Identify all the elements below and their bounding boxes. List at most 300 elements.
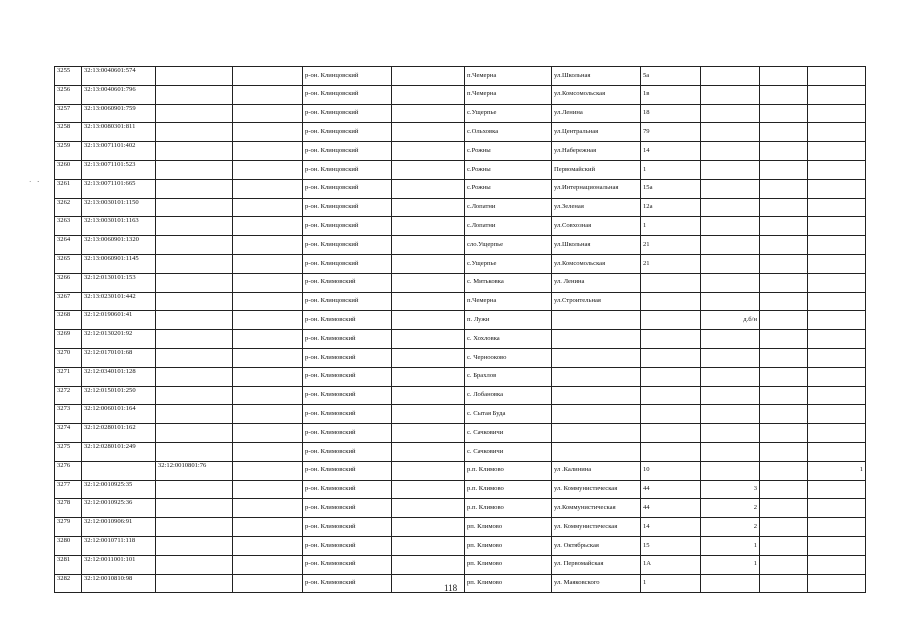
cell-apartment-number bbox=[701, 348, 760, 367]
cell-cadastral-number-alt bbox=[156, 367, 233, 386]
table-row bbox=[55, 518, 866, 537]
cell-building-number bbox=[760, 536, 808, 555]
cell-street bbox=[552, 386, 641, 405]
table-row bbox=[55, 104, 866, 123]
cell-cadastral-number-alt bbox=[156, 236, 233, 255]
cell-row-number: 3277 bbox=[55, 480, 82, 499]
cell-row-number: 3261 bbox=[55, 179, 82, 198]
table-row bbox=[55, 142, 866, 161]
cell-apartment-number: 3 bbox=[701, 480, 760, 499]
table-row bbox=[55, 292, 866, 311]
cell-settlement: с. Брахлов bbox=[465, 367, 552, 386]
cell-row-number: 3282 bbox=[55, 574, 82, 593]
cell-district: р-он. Климовский bbox=[303, 536, 392, 555]
cell-flat-count bbox=[808, 67, 866, 86]
cell-settlement: с. Сачковичи bbox=[465, 424, 552, 443]
cell-district: р-он. Клинцовский bbox=[303, 142, 392, 161]
cell-settlement: с.Рожны bbox=[465, 142, 552, 161]
cell-row-number: 3265 bbox=[55, 254, 82, 273]
cell-cadastral-number: 32:13:0060901:1320 bbox=[82, 236, 156, 255]
cell-empty-column-2 bbox=[392, 518, 465, 537]
cell-row-number: 3256 bbox=[55, 85, 82, 104]
cell-empty-column-2 bbox=[392, 424, 465, 443]
cell-empty-column-2 bbox=[392, 386, 465, 405]
cell-street: ул. Маяковского bbox=[552, 574, 641, 593]
cell-empty-column bbox=[233, 330, 303, 349]
cell-empty-column-2 bbox=[392, 311, 465, 330]
cell-district: р-он. Клинцовский bbox=[303, 160, 392, 179]
cell-row-number: 3273 bbox=[55, 405, 82, 424]
cell-street: ул. Коммунистическая bbox=[552, 480, 641, 499]
cell-flat-count bbox=[808, 104, 866, 123]
cell-house-number bbox=[641, 442, 701, 461]
cell-house-number: 15а bbox=[641, 179, 701, 198]
cell-apartment-number bbox=[701, 292, 760, 311]
cell-settlement: с.Ольховка bbox=[465, 123, 552, 142]
cell-district: р-он. Клинцовский bbox=[303, 254, 392, 273]
cell-cadastral-number: 32:13:0080301:811 bbox=[82, 123, 156, 142]
cell-empty-column-2 bbox=[392, 442, 465, 461]
cell-house-number: 79 bbox=[641, 123, 701, 142]
cell-row-number: 3269 bbox=[55, 330, 82, 349]
cell-empty-column bbox=[233, 311, 303, 330]
cell-district: р-он. Клинцовский bbox=[303, 217, 392, 236]
cell-row-number: 3276 bbox=[55, 461, 82, 480]
cell-flat-count bbox=[808, 405, 866, 424]
cell-row-number: 3275 bbox=[55, 442, 82, 461]
cell-street: ул.Совхозная bbox=[552, 217, 641, 236]
cell-cadastral-number-alt bbox=[156, 386, 233, 405]
cell-district: р-он. Климовский bbox=[303, 461, 392, 480]
cell-district: р-он. Климовский bbox=[303, 330, 392, 349]
cell-flat-count bbox=[808, 292, 866, 311]
table-row bbox=[55, 536, 866, 555]
cell-empty-column-2 bbox=[392, 123, 465, 142]
cell-flat-count bbox=[808, 499, 866, 518]
cell-empty-column-2 bbox=[392, 179, 465, 198]
cell-apartment-number bbox=[701, 160, 760, 179]
cell-cadastral-number-alt bbox=[156, 405, 233, 424]
cell-building-number bbox=[760, 480, 808, 499]
cell-empty-column-2 bbox=[392, 254, 465, 273]
cell-cadastral-number: 32:12:0060101:164 bbox=[82, 405, 156, 424]
cell-settlement: р.п. Климово bbox=[465, 461, 552, 480]
cell-row-number: 3259 bbox=[55, 142, 82, 161]
cell-row-number: 3264 bbox=[55, 236, 82, 255]
cell-cadastral-number-alt bbox=[156, 198, 233, 217]
cell-district: р-он. Климовский bbox=[303, 555, 392, 574]
cell-cadastral-number: 32:13:0071101:523 bbox=[82, 160, 156, 179]
cell-empty-column-2 bbox=[392, 198, 465, 217]
cell-house-number bbox=[641, 273, 701, 292]
table-row bbox=[55, 123, 866, 142]
cell-cadastral-number-alt bbox=[156, 123, 233, 142]
cell-house-number: 18 bbox=[641, 104, 701, 123]
cell-empty-column bbox=[233, 273, 303, 292]
cell-district: р-он. Клинцовский bbox=[303, 179, 392, 198]
cell-settlement: с.Лопатни bbox=[465, 217, 552, 236]
cell-apartment-number: 1 bbox=[701, 536, 760, 555]
cell-apartment-number bbox=[701, 198, 760, 217]
cell-building-number bbox=[760, 518, 808, 537]
page-number: 118 bbox=[444, 583, 458, 593]
table-row bbox=[55, 348, 866, 367]
table-row bbox=[55, 367, 866, 386]
cell-empty-column bbox=[233, 367, 303, 386]
cell-settlement: с. Сытая Буда bbox=[465, 405, 552, 424]
cell-district: р-он. Клинцовский bbox=[303, 236, 392, 255]
cell-apartment-number bbox=[701, 217, 760, 236]
cell-flat-count bbox=[808, 574, 866, 593]
cell-empty-column-2 bbox=[392, 348, 465, 367]
cell-row-number: 3280 bbox=[55, 536, 82, 555]
cell-building-number bbox=[760, 292, 808, 311]
cell-empty-column bbox=[233, 405, 303, 424]
cell-row-number: 3270 bbox=[55, 348, 82, 367]
cell-apartment-number bbox=[701, 367, 760, 386]
cell-street bbox=[552, 442, 641, 461]
cell-district: р-он. Климовский bbox=[303, 273, 392, 292]
cell-flat-count bbox=[808, 198, 866, 217]
cell-cadastral-number-alt bbox=[156, 104, 233, 123]
cell-building-number bbox=[760, 367, 808, 386]
cell-house-number: 1 bbox=[641, 574, 701, 593]
cell-empty-column bbox=[233, 236, 303, 255]
cell-district: р-он. Климовский bbox=[303, 442, 392, 461]
cell-house-number bbox=[641, 311, 701, 330]
cell-settlement: р.п. Климово bbox=[465, 499, 552, 518]
cell-cadastral-number: 32:13:0040601:796 bbox=[82, 85, 156, 104]
cell-apartment-number bbox=[701, 461, 760, 480]
cell-street bbox=[552, 367, 641, 386]
cell-row-number: 3271 bbox=[55, 367, 82, 386]
cell-building-number bbox=[760, 424, 808, 443]
cell-street bbox=[552, 330, 641, 349]
cell-house-number bbox=[641, 330, 701, 349]
cell-street: ул.Интернациональная bbox=[552, 179, 641, 198]
cell-building-number bbox=[760, 330, 808, 349]
cell-district: р-он. Клинцовский bbox=[303, 198, 392, 217]
register-table bbox=[54, 66, 866, 593]
cell-settlement: рп. Климово bbox=[465, 555, 552, 574]
cell-district: р-он. Климовский bbox=[303, 424, 392, 443]
cell-empty-column bbox=[233, 536, 303, 555]
table-row bbox=[55, 574, 866, 593]
cell-district: р-он. Клинцовский bbox=[303, 85, 392, 104]
cell-flat-count bbox=[808, 555, 866, 574]
cell-empty-column bbox=[233, 424, 303, 443]
cell-house-number: 10 bbox=[641, 461, 701, 480]
cell-cadastral-number: 32:12:0280101:249 bbox=[82, 442, 156, 461]
cell-settlement: рп. Климово bbox=[465, 536, 552, 555]
cell-cadastral-number-alt bbox=[156, 311, 233, 330]
cell-street: Первомайский bbox=[552, 160, 641, 179]
cell-cadastral-number-alt bbox=[156, 67, 233, 86]
cell-building-number bbox=[760, 405, 808, 424]
cell-house-number bbox=[641, 386, 701, 405]
table-row bbox=[55, 442, 866, 461]
cell-apartment-number bbox=[701, 330, 760, 349]
cell-flat-count bbox=[808, 424, 866, 443]
cell-cadastral-number-alt bbox=[156, 348, 233, 367]
cell-empty-column bbox=[233, 104, 303, 123]
cell-empty-column bbox=[233, 386, 303, 405]
cell-cadastral-number: 32:12:0280101:162 bbox=[82, 424, 156, 443]
cell-flat-count bbox=[808, 142, 866, 161]
cell-street: ул. Ленина bbox=[552, 273, 641, 292]
cell-empty-column bbox=[233, 198, 303, 217]
table-row bbox=[55, 273, 866, 292]
table-row bbox=[55, 424, 866, 443]
cell-street bbox=[552, 405, 641, 424]
cell-empty-column bbox=[233, 85, 303, 104]
cell-cadastral-number: 32:12:0150101:250 bbox=[82, 386, 156, 405]
cell-settlement: п. Лужи bbox=[465, 311, 552, 330]
cell-cadastral-number: 32:13:0060901:1145 bbox=[82, 254, 156, 273]
cell-settlement: с.Лопатни bbox=[465, 198, 552, 217]
cell-building-number bbox=[760, 555, 808, 574]
cell-street: ул.Комсомольская bbox=[552, 85, 641, 104]
cell-cadastral-number-alt bbox=[156, 142, 233, 161]
cell-cadastral-number: 32:12:0010810:98 bbox=[82, 574, 156, 593]
cell-cadastral-number: 32:13:0040601:574 bbox=[82, 67, 156, 86]
cell-settlement: с.Рожны bbox=[465, 160, 552, 179]
cell-street: ул. Коммунистическая bbox=[552, 518, 641, 537]
cell-flat-count bbox=[808, 123, 866, 142]
cell-cadastral-number-alt bbox=[156, 330, 233, 349]
cell-building-number bbox=[760, 179, 808, 198]
cell-building-number bbox=[760, 311, 808, 330]
cell-settlement: с.Ущерпье bbox=[465, 254, 552, 273]
cell-house-number bbox=[641, 367, 701, 386]
cell-empty-column bbox=[233, 67, 303, 86]
cell-apartment-number bbox=[701, 405, 760, 424]
cell-cadastral-number-alt bbox=[156, 160, 233, 179]
table-row bbox=[55, 499, 866, 518]
register-table-body bbox=[55, 67, 866, 593]
cell-building-number bbox=[760, 442, 808, 461]
cell-cadastral-number: 32:12:0130101:153 bbox=[82, 273, 156, 292]
cell-house-number: 12а bbox=[641, 198, 701, 217]
cell-empty-column-2 bbox=[392, 292, 465, 311]
cell-empty-column-2 bbox=[392, 405, 465, 424]
cell-district: р-он. Клинцовский bbox=[303, 67, 392, 86]
table-row bbox=[55, 217, 866, 236]
table-row bbox=[55, 254, 866, 273]
cell-apartment-number bbox=[701, 442, 760, 461]
cell-building-number bbox=[760, 217, 808, 236]
cell-row-number: 3257 bbox=[55, 104, 82, 123]
cell-flat-count bbox=[808, 386, 866, 405]
cell-street: ул.Ленина bbox=[552, 104, 641, 123]
cell-building-number bbox=[760, 104, 808, 123]
cell-apartment-number bbox=[701, 273, 760, 292]
cell-cadastral-number-alt bbox=[156, 254, 233, 273]
table-row bbox=[55, 461, 866, 480]
cell-cadastral-number: 32:13:0071101:665 bbox=[82, 179, 156, 198]
cell-building-number bbox=[760, 85, 808, 104]
cell-row-number: 3267 bbox=[55, 292, 82, 311]
cell-empty-column bbox=[233, 179, 303, 198]
cell-row-number: 3268 bbox=[55, 311, 82, 330]
cell-settlement: п.Чемерна bbox=[465, 67, 552, 86]
cell-apartment-number bbox=[701, 424, 760, 443]
cell-cadastral-number-alt: 32:12:0010801:76 bbox=[156, 461, 233, 480]
cell-street bbox=[552, 311, 641, 330]
cell-empty-column-2 bbox=[392, 142, 465, 161]
scan-artifact-mark: ․ bbox=[37, 176, 40, 184]
cell-empty-column-2 bbox=[392, 536, 465, 555]
cell-house-number bbox=[641, 348, 701, 367]
cell-building-number bbox=[760, 499, 808, 518]
cell-cadastral-number: 32:12:0170101:68 bbox=[82, 348, 156, 367]
cell-house-number: 14 bbox=[641, 518, 701, 537]
cell-cadastral-number-alt bbox=[156, 499, 233, 518]
cell-cadastral-number-alt bbox=[156, 555, 233, 574]
cell-empty-column bbox=[233, 518, 303, 537]
cell-cadastral-number-alt bbox=[156, 85, 233, 104]
cell-empty-column bbox=[233, 160, 303, 179]
cell-apartment-number: 1 bbox=[701, 555, 760, 574]
cell-street bbox=[552, 424, 641, 443]
cell-district: р-он. Климовский bbox=[303, 405, 392, 424]
cell-row-number: 3279 bbox=[55, 518, 82, 537]
cell-house-number: 21 bbox=[641, 236, 701, 255]
scan-artifact-mark: · bbox=[29, 178, 32, 186]
cell-street: ул.Набережная bbox=[552, 142, 641, 161]
cell-empty-column bbox=[233, 555, 303, 574]
cell-street: ул.Школьная bbox=[552, 236, 641, 255]
cell-district: р-он. Климовский bbox=[303, 348, 392, 367]
cell-flat-count bbox=[808, 179, 866, 198]
cell-house-number: 15 bbox=[641, 536, 701, 555]
cell-empty-column bbox=[233, 574, 303, 593]
cell-cadastral-number bbox=[82, 461, 156, 480]
cell-house-number: 1А bbox=[641, 555, 701, 574]
cell-flat-count bbox=[808, 160, 866, 179]
cell-flat-count: 1 bbox=[808, 461, 866, 480]
cell-street bbox=[552, 348, 641, 367]
cell-cadastral-number: 32:12:0190601:41 bbox=[82, 311, 156, 330]
cell-house-number: 14 bbox=[641, 142, 701, 161]
cell-building-number bbox=[760, 123, 808, 142]
cell-row-number: 3274 bbox=[55, 424, 82, 443]
cell-cadastral-number: 32:13:0230101:442 bbox=[82, 292, 156, 311]
cell-apartment-number bbox=[701, 85, 760, 104]
cell-empty-column bbox=[233, 142, 303, 161]
cell-cadastral-number-alt bbox=[156, 480, 233, 499]
cell-flat-count bbox=[808, 518, 866, 537]
cell-empty-column-2 bbox=[392, 273, 465, 292]
cell-row-number: 3266 bbox=[55, 273, 82, 292]
cell-settlement: рп. Климово bbox=[465, 574, 552, 593]
cell-street: ул. Первомайская bbox=[552, 555, 641, 574]
table-row bbox=[55, 330, 866, 349]
cell-empty-column-2 bbox=[392, 499, 465, 518]
table-row bbox=[55, 405, 866, 424]
cell-cadastral-number-alt bbox=[156, 442, 233, 461]
cell-settlement: с. Сачковичи bbox=[465, 442, 552, 461]
cell-apartment-number bbox=[701, 104, 760, 123]
cell-settlement: сло.Ущерпье bbox=[465, 236, 552, 255]
table-row bbox=[55, 555, 866, 574]
cell-row-number: 3263 bbox=[55, 217, 82, 236]
cell-empty-column-2 bbox=[392, 555, 465, 574]
cell-settlement: с.Рожны bbox=[465, 179, 552, 198]
cell-building-number bbox=[760, 236, 808, 255]
cell-cadastral-number: 32:13:0030101:1163 bbox=[82, 217, 156, 236]
cell-settlement: рп. Климово bbox=[465, 518, 552, 537]
cell-building-number bbox=[760, 461, 808, 480]
cell-house-number: 21 bbox=[641, 254, 701, 273]
cell-apartment-number: д.б/н bbox=[701, 311, 760, 330]
cell-district: р-он. Климовский bbox=[303, 386, 392, 405]
cell-settlement: п.Чемерна bbox=[465, 292, 552, 311]
table-row bbox=[55, 386, 866, 405]
cell-cadastral-number-alt bbox=[156, 424, 233, 443]
cell-empty-column bbox=[233, 292, 303, 311]
cell-settlement: с. Чернооково bbox=[465, 348, 552, 367]
cell-apartment-number: 2 bbox=[701, 499, 760, 518]
cell-cadastral-number-alt bbox=[156, 292, 233, 311]
cell-district: р-он. Климовский bbox=[303, 499, 392, 518]
cell-house-number: 1в bbox=[641, 85, 701, 104]
cell-cadastral-number: 32:12:0010925:36 bbox=[82, 499, 156, 518]
cell-flat-count bbox=[808, 348, 866, 367]
cell-cadastral-number: 32:13:0071101:402 bbox=[82, 142, 156, 161]
cell-cadastral-number: 32:12:0010925:35 bbox=[82, 480, 156, 499]
cell-house-number bbox=[641, 405, 701, 424]
cell-settlement: с. Хохловка bbox=[465, 330, 552, 349]
cell-empty-column-2 bbox=[392, 236, 465, 255]
cell-cadastral-number-alt bbox=[156, 536, 233, 555]
cell-building-number bbox=[760, 142, 808, 161]
cell-empty-column-2 bbox=[392, 104, 465, 123]
cell-row-number: 3262 bbox=[55, 198, 82, 217]
cell-flat-count bbox=[808, 367, 866, 386]
cell-district: р-он. Климовский bbox=[303, 311, 392, 330]
cell-street: ул.Комсомольская bbox=[552, 254, 641, 273]
cell-cadastral-number-alt bbox=[156, 273, 233, 292]
cell-flat-count bbox=[808, 311, 866, 330]
cell-cadastral-number-alt bbox=[156, 574, 233, 593]
cell-house-number: 44 bbox=[641, 499, 701, 518]
table-row bbox=[55, 198, 866, 217]
cell-row-number: 3258 bbox=[55, 123, 82, 142]
table-row bbox=[55, 236, 866, 255]
cell-house-number bbox=[641, 292, 701, 311]
cell-district: р-он. Климовский bbox=[303, 480, 392, 499]
cell-settlement: р.п. Климово bbox=[465, 480, 552, 499]
cell-district: р-он. Клинцовский bbox=[303, 104, 392, 123]
cell-empty-column bbox=[233, 499, 303, 518]
cell-building-number bbox=[760, 67, 808, 86]
cell-cadastral-number: 32:13:0030101:1150 bbox=[82, 198, 156, 217]
table-row bbox=[55, 160, 866, 179]
cell-building-number bbox=[760, 574, 808, 593]
cell-row-number: 3272 bbox=[55, 386, 82, 405]
cell-row-number: 3255 bbox=[55, 67, 82, 86]
cell-settlement: с.Ущерпье bbox=[465, 104, 552, 123]
cell-row-number: 3278 bbox=[55, 499, 82, 518]
cell-district: р-он. Климовский bbox=[303, 367, 392, 386]
cell-district: р-он. Клинцовский bbox=[303, 292, 392, 311]
cell-empty-column-2 bbox=[392, 85, 465, 104]
cell-building-number bbox=[760, 254, 808, 273]
cell-cadastral-number-alt bbox=[156, 217, 233, 236]
cell-cadastral-number: 32:12:0010906:91 bbox=[82, 518, 156, 537]
cell-flat-count bbox=[808, 85, 866, 104]
